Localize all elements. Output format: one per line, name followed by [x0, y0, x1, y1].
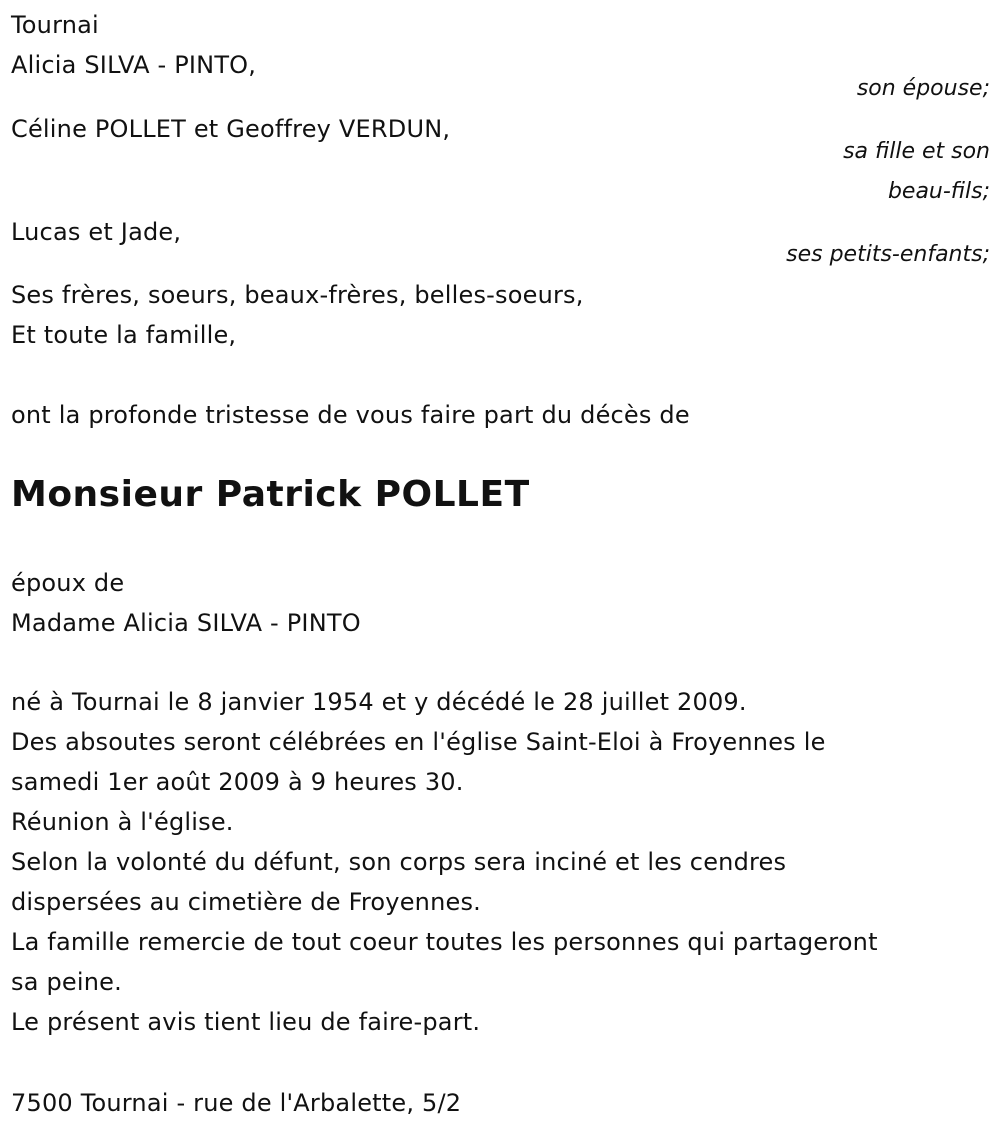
others-line-1: Ses frères, soeurs, beaux-frères, belles-soeurs,: [11, 281, 584, 309]
address: 7500 Tournai - rue de l'Arbalette, 5/2: [11, 1089, 462, 1117]
relation-daughter-line2: beau-fils;: [887, 179, 990, 204]
details-line-6: dispersées au cimetière de Froyennes.: [11, 888, 481, 916]
details-line-2: Des absoutes seront célébrées en l'église Saint-Eloi à Froyennes le: [11, 728, 826, 756]
city-header: Tournai: [11, 11, 99, 39]
details-line-8: sa peine.: [11, 968, 122, 996]
deceased-name: Monsieur Patrick POLLET: [11, 474, 530, 515]
details-line-7: La famille remercie de tout coeur toutes les personnes qui partageront: [11, 928, 878, 956]
spouse-name: Madame Alicia SILVA - PINTO: [11, 609, 361, 637]
details-line-5: Selon la volonté du défunt, son corps sera inciné et les cendres: [11, 848, 787, 876]
spouse-label: époux de: [11, 569, 125, 597]
relation-spouse: son épouse;: [856, 76, 990, 101]
announcement-text: ont la profonde tristesse de vous faire part du décès de: [11, 401, 690, 429]
details-line-4: Réunion à l'église.: [11, 808, 234, 836]
family-name-grandchildren: Lucas et Jade,: [11, 218, 182, 246]
relation-daughter-line1: sa fille et son: [843, 139, 990, 164]
details-line-1: né à Tournai le 8 janvier 1954 et y décédé le 28 juillet 2009.: [11, 688, 747, 716]
family-name-spouse: Alicia SILVA - PINTO,: [11, 51, 257, 79]
others-line-2: Et toute la famille,: [11, 321, 237, 349]
details-line-3: samedi 1er août 2009 à 9 heures 30.: [11, 768, 464, 796]
details-line-9: Le présent avis tient lieu de faire-part.: [11, 1008, 481, 1036]
relation-grandchildren: ses petits-enfants;: [786, 242, 990, 267]
family-name-daughter: Céline POLLET et Geoffrey VERDUN,: [11, 115, 451, 143]
